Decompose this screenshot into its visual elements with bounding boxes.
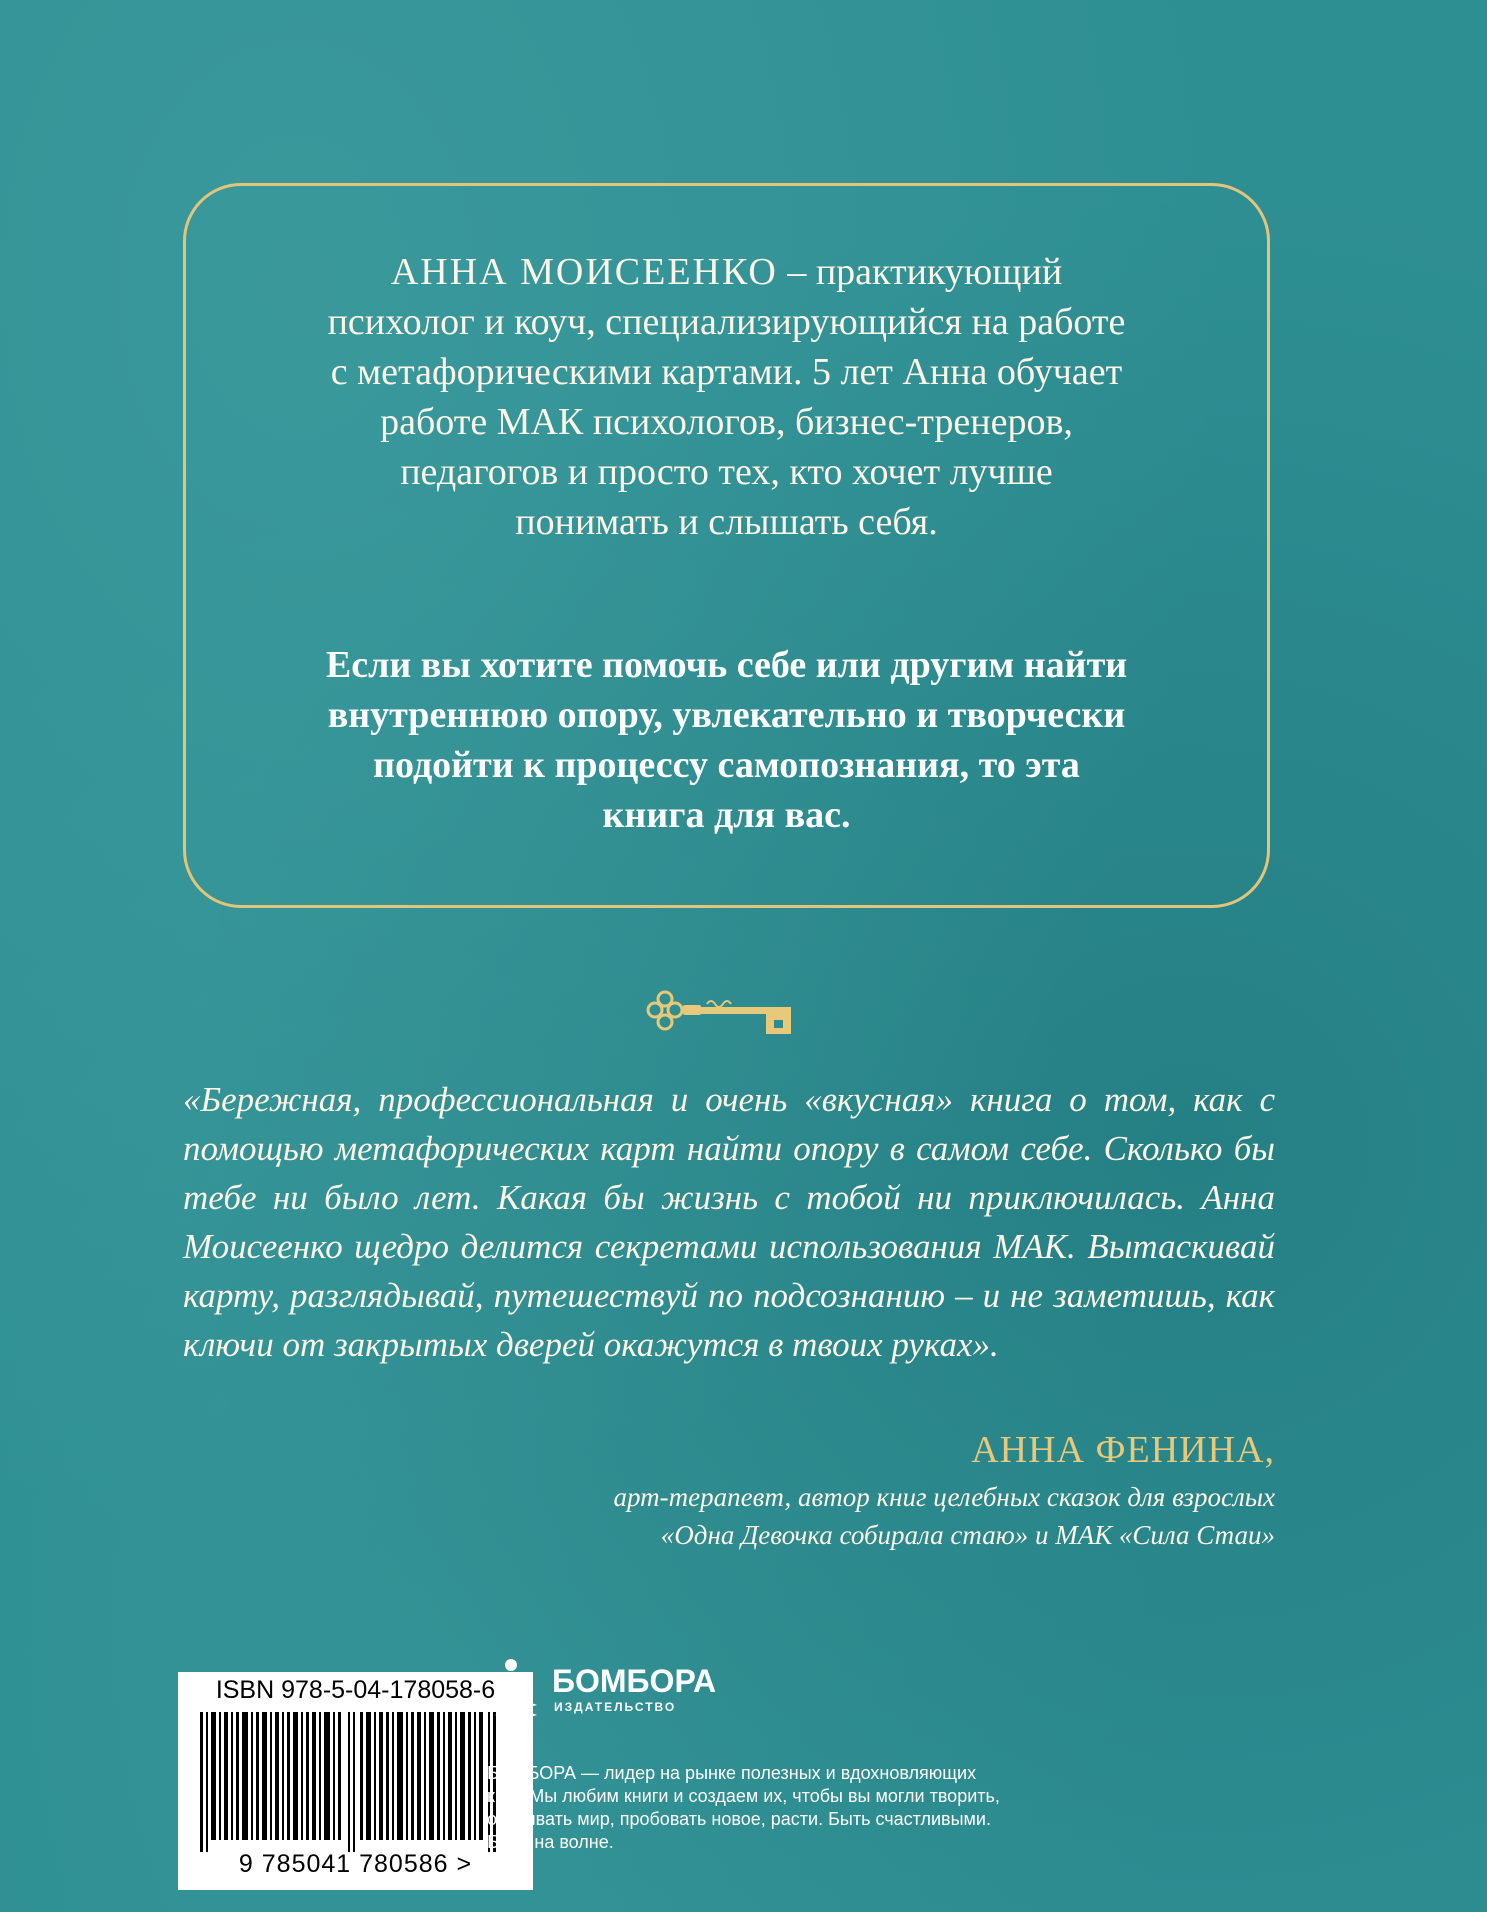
author-bio — [223, 247, 1230, 547]
publisher-name: БОМБОРА — [552, 1663, 717, 1699]
bio-text-1: – практикующий — [787, 251, 1063, 293]
publisher-description: БОМБОРА — лидер на рынке полезных и вдохновляющих книг. Мы любим книги и создаем их, чтобы вы могли творить, открывать мир, пробовать новое, расти. Быть счастливыми. Быть на волне. — [487, 1763, 1000, 1852]
book-pitch — [223, 640, 1230, 840]
role-line-2: «Одна Девочка собирала стаю» и МАК «Сила Стаи» — [660, 1520, 1275, 1550]
key-icon — [641, 990, 811, 1042]
pitch-line-1: Если вы хотите помочь себе или другим найти — [325, 644, 1128, 686]
review-quote: «Бережная, профессиональная и очень «вкусная» книга о том, как с помощью метафорических карт найти опору в самом себе. Сколько бы тебе ни было лет. Какая бы жизнь с тобой ни приключилась. Анна Моисеенко щедро делится секретами использования МАК. Вытаскивай карту, разглядывай, путешествуй по подсознанию – и не заметишь, как ключи от закрытых дверей окажутся в твоих руках». — [183, 1080, 1275, 1364]
bio-line-4: работе МАК психологов, бизнес-тренеров, — [380, 401, 1073, 443]
isbn-barcode — [178, 1672, 533, 1890]
pitch-line-3: подойти к процессу самопознания, то эта — [373, 744, 1080, 786]
role-line-1: арт-терапевт, автор книг целебных сказок для взрослых — [613, 1482, 1275, 1512]
author-name: АННА МОИСЕЕНКО — [390, 251, 778, 293]
publisher-subtitle: ИЗДАТЕЛЬСТВО — [554, 1700, 677, 1714]
barcode-bars — [192, 1712, 519, 1852]
pitch-line-2: внутреннюю опору, увлекательно и творчески — [327, 694, 1126, 736]
review-author-name: АННА ФЕНИНА, — [971, 1429, 1275, 1471]
pitch-line-4: книга для вас. — [602, 794, 851, 836]
isbn-text: ISBN 978-5-04-178058-6 — [215, 1676, 496, 1704]
bio-line-3: с метафорическими картами. 5 лет Анна обучает — [330, 351, 1123, 393]
bio-line-5: педагогов и просто тех, кто хочет лучше — [400, 451, 1053, 493]
bio-line-6: понимать и слышать себя. — [515, 501, 938, 543]
barcode-digits: 9 785041 780586 > — [238, 1850, 473, 1878]
review-author-role — [375, 1478, 1275, 1554]
bio-line-2: психолог и коуч, специализирующийся на работе — [327, 301, 1126, 343]
bio-line-1 — [223, 247, 1230, 297]
